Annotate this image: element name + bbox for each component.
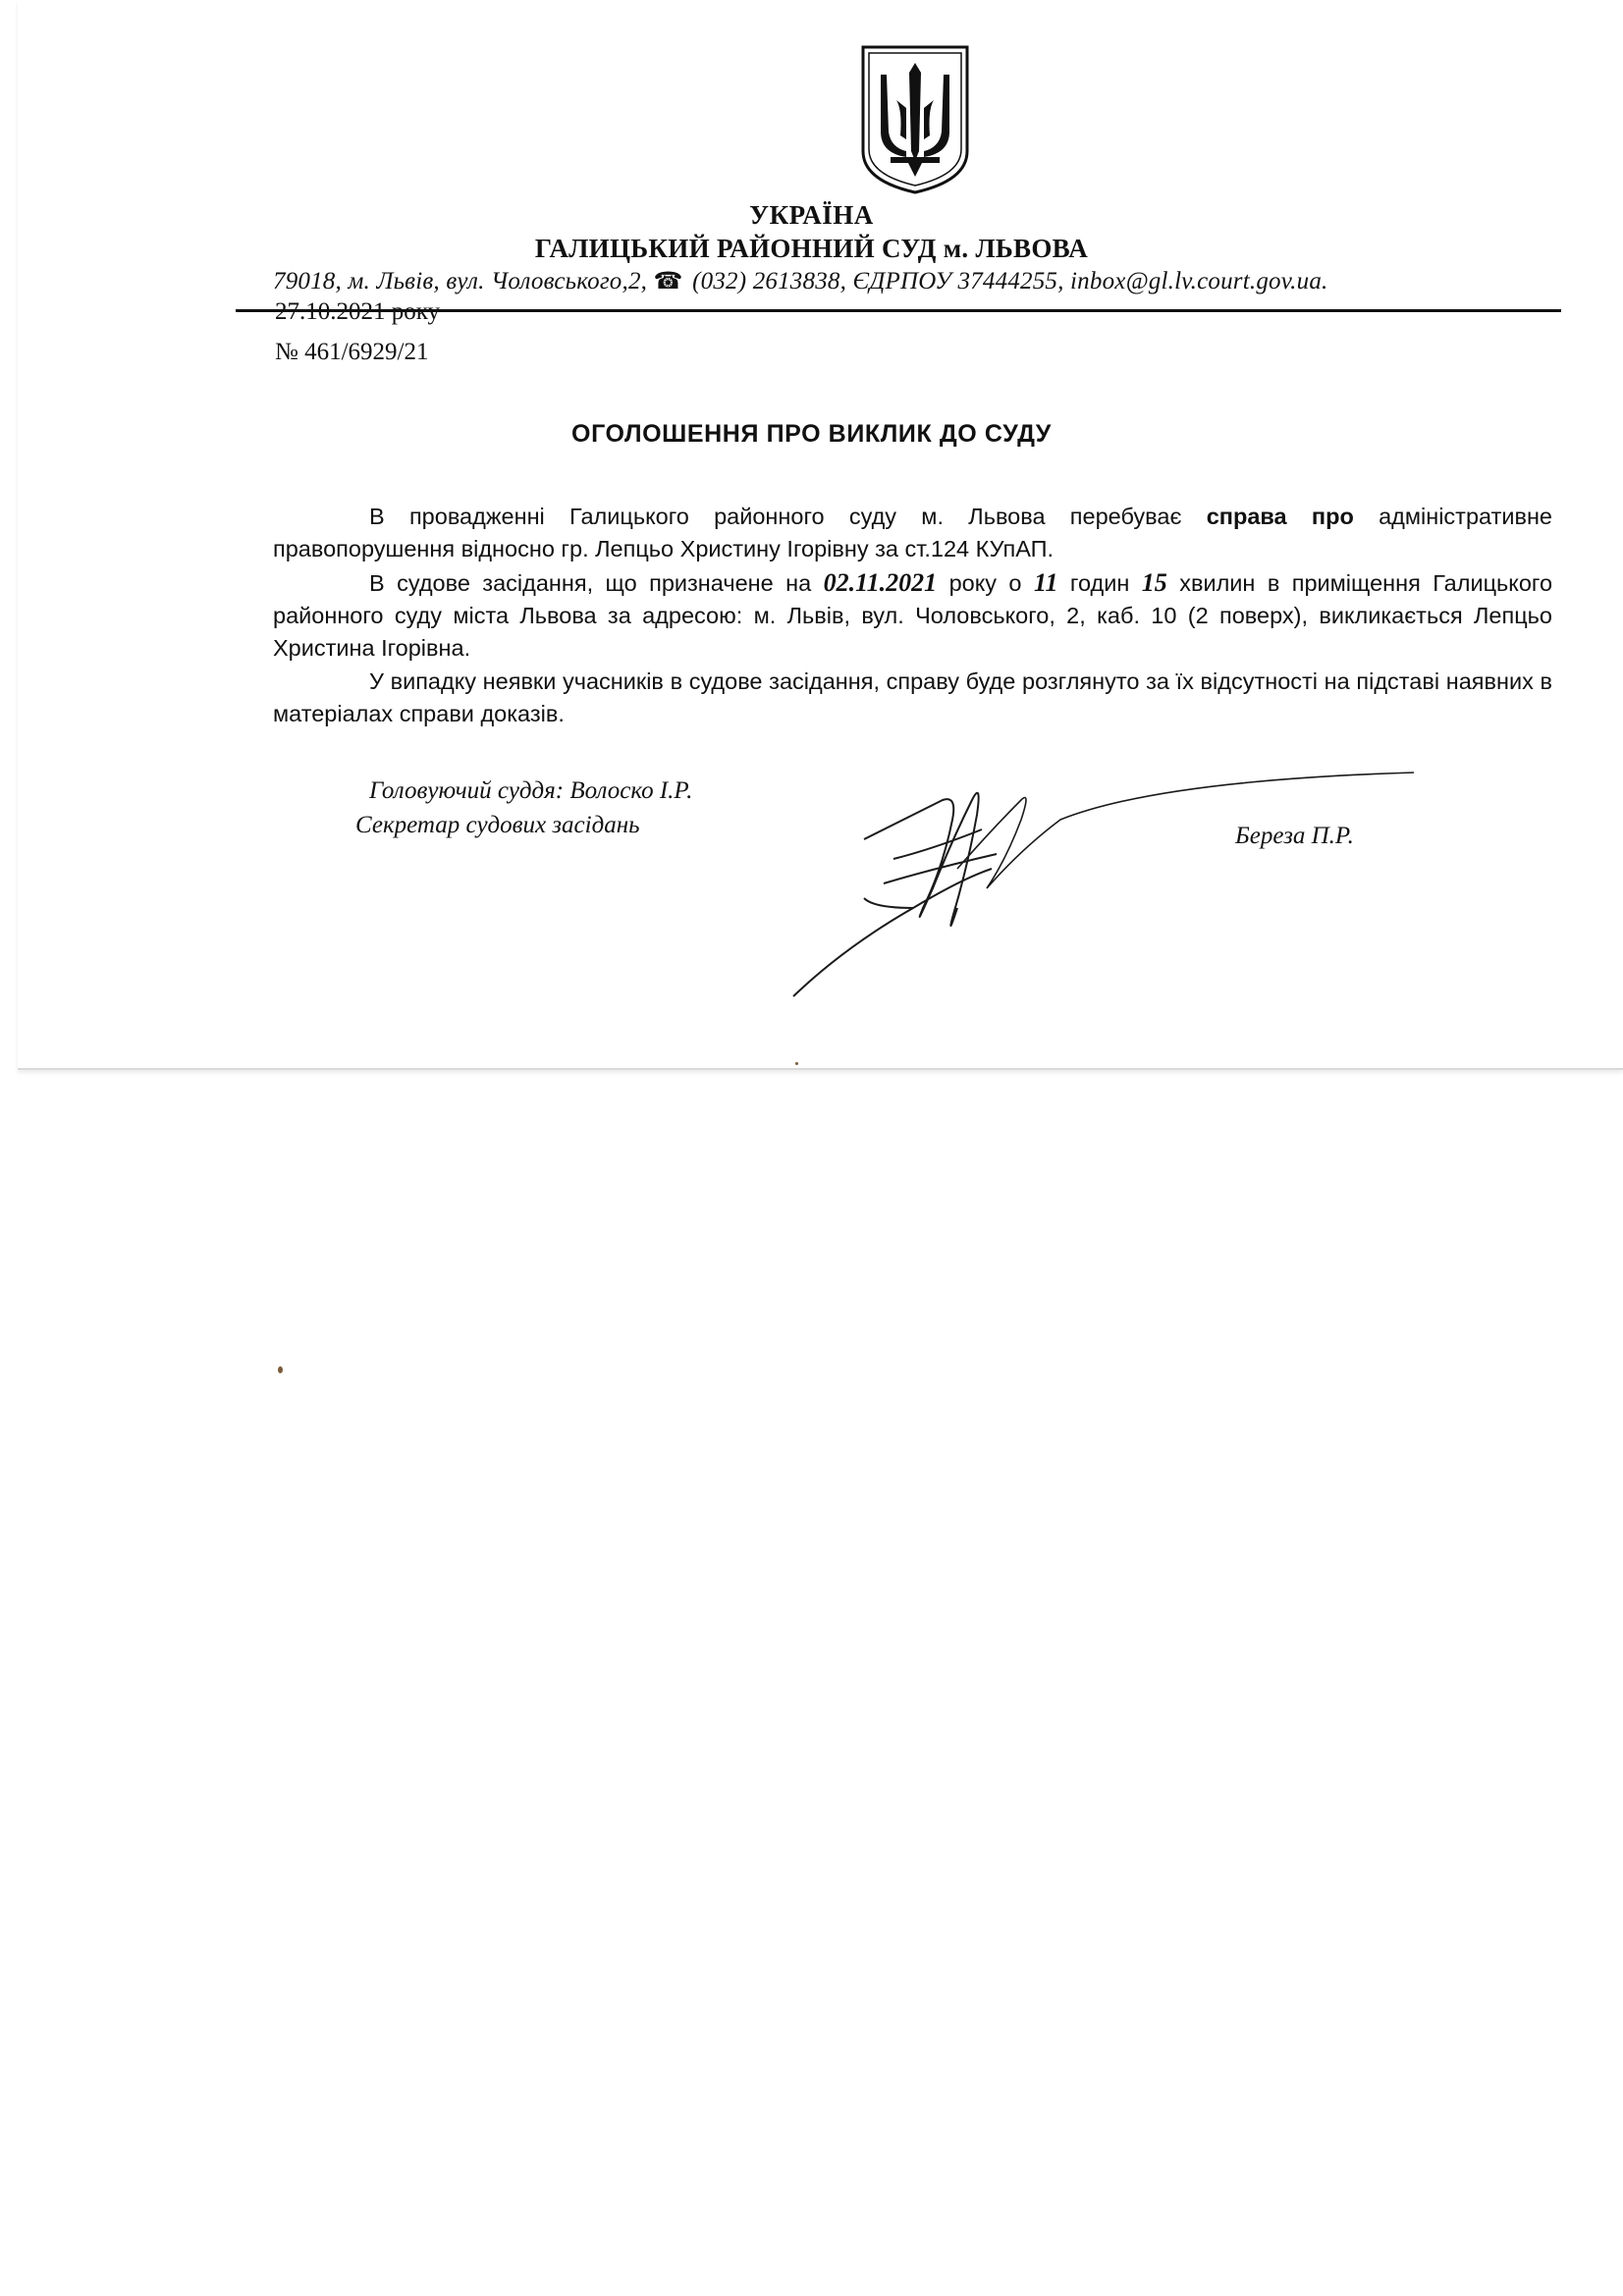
paragraph-absence: У випадку неявки учасників в судове засідання, справу буде розглянуто за їх відсутності на підставі наявних в матеріалах справи доказів. [273, 668, 1552, 726]
hearing-hour: 11 [1033, 568, 1058, 597]
contacts-address: 79018, м. Львів, вул. Чоловського,2, [273, 268, 654, 294]
hearing-date: 02.11.2021 [823, 568, 938, 597]
trident-emblem-icon [857, 41, 973, 196]
handwritten-signature [785, 761, 1414, 1006]
hearing-text-b: року о [937, 570, 1034, 596]
country-name: УКРАЇНА [749, 200, 874, 230]
hearing-text-a: В судове засідання, що призначене на [369, 570, 824, 596]
paragraph-case-text: В провадженні Галицького районного суду м. Львова перебуває [369, 504, 1207, 529]
paragraph-hearing [273, 566, 1552, 665]
secretary-name: Береза П.Р. [1235, 823, 1354, 849]
phone-icon: ☎ [653, 269, 683, 294]
contacts-phone-code-email: (032) 2613838, ЄДРПОУ 37444255, inbox@gl.lv.court.gov.ua. [685, 268, 1328, 294]
scan-speck [278, 1366, 283, 1373]
paragraph-case-rest: адміністративне правопорушення відносно гр. Лепцьо Христину Ігорівну за ст.124 КУпАП. [273, 504, 1552, 561]
document-date: 27.10.2021 року [275, 298, 441, 325]
scan-speck [795, 1062, 798, 1065]
case-number: № 461/6929/21 [275, 339, 429, 365]
paragraph-case-bold: справа про [1206, 504, 1354, 529]
court-name: ГАЛИЦЬКИЙ РАЙОННИЙ СУД м. ЛЬВОВА [534, 234, 1089, 263]
notice-body [273, 501, 1552, 731]
court-contacts [273, 267, 1549, 295]
presiding-judge: Головуючий суддя: Волоско І.Р. [369, 777, 693, 804]
hearing-text-d: хвилин в приміщення Галицького районного суду міста Львова за адресою: м. Львів, вул. Чоловського, 2, каб. 10 (2 поверх), викликається Лепцьо Христина Ігорівна. [273, 570, 1553, 661]
secretary-label: Секретар судових засідань [355, 812, 640, 838]
paragraph-case [273, 501, 1552, 565]
hearing-text-c: годин [1057, 570, 1142, 596]
hearing-minutes: 15 [1141, 568, 1167, 597]
document-title: ОГОЛОШЕННЯ ПРО ВИКЛИК ДО СУДУ [571, 420, 1052, 448]
